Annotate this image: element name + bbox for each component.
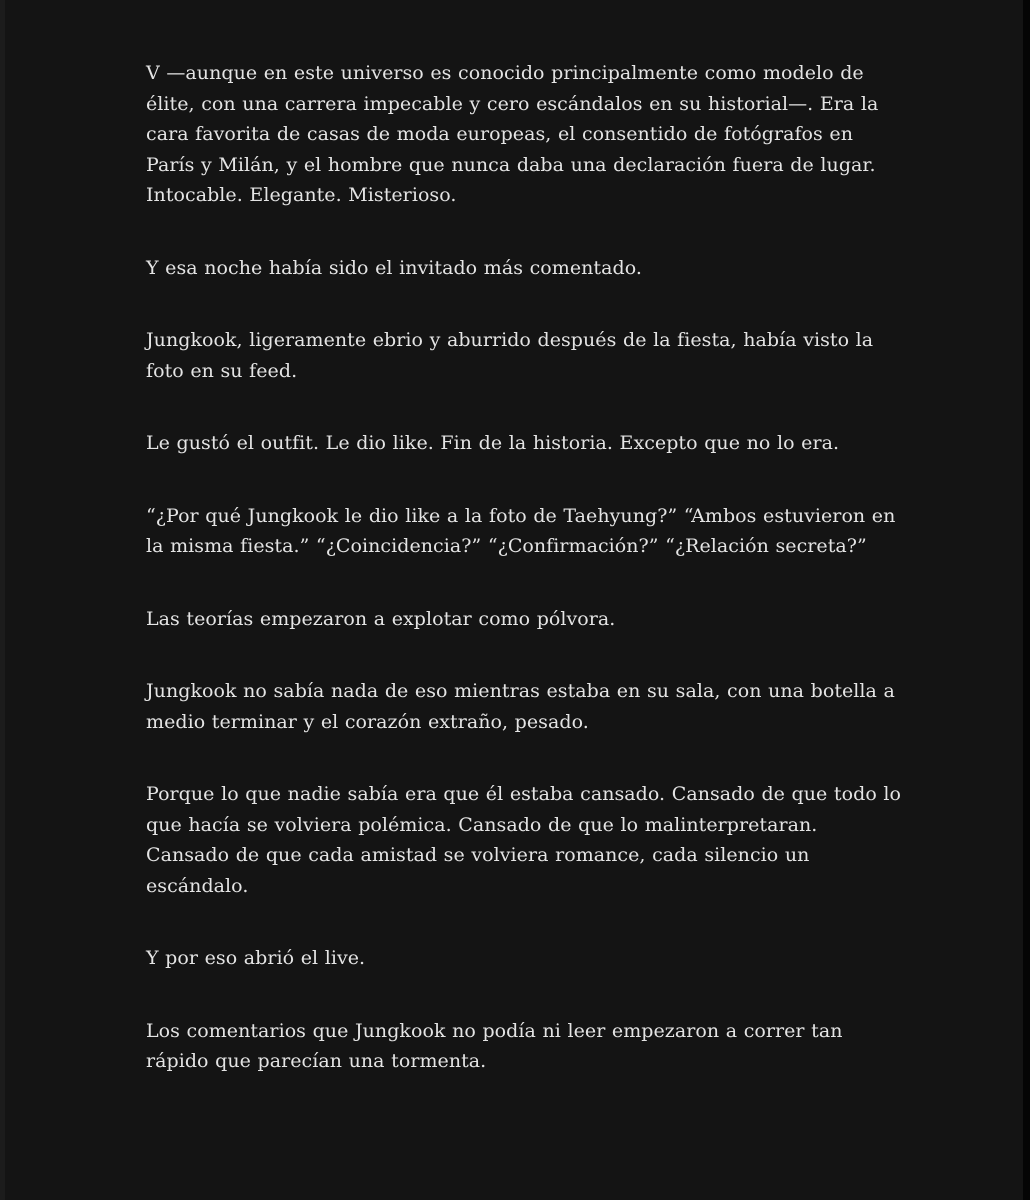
paragraph-4: Le gustó el outfit. Le dio like. Fin de la historia. Excepto que no lo era. (146, 432, 840, 454)
paragraph-9: Y por eso abrió el live. (146, 947, 366, 969)
paragraph-3: Jungkook, ligeramente ebrio y aburrido después de la fiesta, había visto la foto en su feed. (146, 329, 874, 382)
document-page[interactable] (5, 0, 1023, 1200)
paragraph-6: Las teorías empezaron a explotar como pólvora. (146, 607, 616, 630)
paragraph-10: Los comentarios que Jungkook no podía ni leer empezaron a correr tan rápido que parecían una tormenta. (146, 1019, 843, 1072)
paragraph-7: Jungkook no sabía nada de eso mientras estaba en su sala, con una botella a medio terminar y el corazón extraño, pesado. (146, 680, 895, 733)
paragraph-8: Porque lo que nadie sabía era que él estaba cansado. Cansado de que todo lo que hacía se volviera polémica. Cansado de que lo malinterpretaran. Cansado de que cada amistad se volviera romance, cada silencio un escándalo. (146, 783, 902, 897)
paragraph-5: “¿Por qué Jungkook le dio like a la foto de Taehyung?” “Ambos estuvieron en la misma fiesta.” “¿Coincidencia?” “¿Confirmación?” “¿Relación secreta?” (146, 504, 896, 557)
right-edge (1023, 0, 1030, 1200)
paragraph-2: Y esa noche había sido el invitado más comentado. (146, 256, 642, 279)
paragraph-1: V —aunque en este universo es conocido principalmente como modelo de élite, con una carrera impecable y cero escándalos en su historial—. Era la cara favorita de casas de moda europeas, el consentido de fotógrafos en París y Milán, y el hombre que nunca daba una declaración fuera de lugar. Intocable. Elegante. Misterioso. (146, 62, 879, 206)
document-body (146, 58, 906, 1119)
